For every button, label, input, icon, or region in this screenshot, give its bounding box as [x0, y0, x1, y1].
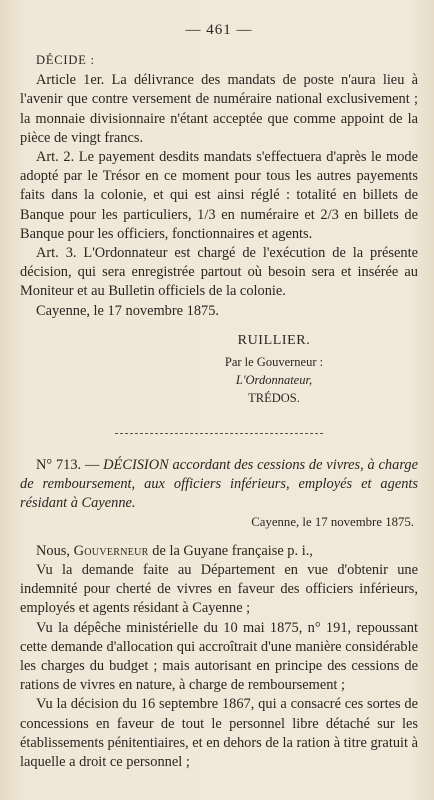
signature-title: L'Ordonnateur,: [235, 372, 313, 387]
article-2: Art. 2. Le payement desdits mandats s'effectuera d'après le mode adopté par le Trésor en ce moment pour tous les autres payements faits dans la colonie, et qui est ainsi réglé : totalité en billets de Banque pour les particuliers, 1/3 en numéraire et 2/3 en billets de Banque pour les officiers, fonctionnaires et agents.: [20, 149, 418, 242]
considerant-1: Vu la demande faite au Département en vue d'obtenir une indemnité pour cherté de vivres en faveur des officiers inférieurs, employés et agents résidant à Cayenne ;: [20, 562, 418, 617]
signature-for-governor: Par le Gouverneur :: [224, 354, 324, 369]
nous-line: [20, 542, 418, 561]
decision-summary: accordant des cessions de vivres, à charge de remboursement, aux officiers inférieurs, employés et agents résidant à Cayenne.: [20, 456, 418, 511]
considerant-2: Vu la dépêche ministérielle du 10 mai 1875, n° 191, repoussant cette demande d'allocation qui accroîtrait d'une manière considérable les charges du budget ; mais autorisant en principe des cessions de rations de vivres en nature, à charge de remboursement ;: [20, 619, 418, 694]
decision-place-date: Cayenne, le 17 novembre 1875.: [251, 514, 414, 529]
nous-title: Gouverneur: [73, 542, 149, 559]
considerant-3: Vu la décision du 16 septembre 1867, qui a consacré ces sortes de concessions en faveur de tout le personnel libre détaché sur les établissements pénitentiaires, et en dehors de la ration à titre gratuit à laquelle a droit ce personnel ;: [20, 696, 418, 771]
signature-name: RUILLIER.: [237, 332, 311, 348]
signature-countersign: TRÉDOS.: [248, 390, 300, 405]
date-line: Cayenne, le 17 novembre 1875.: [36, 302, 220, 319]
decision-heading: [20, 456, 418, 513]
decide-heading: DÉCIDE :: [36, 53, 95, 67]
section-separator: [115, 433, 323, 434]
article-1: Article 1er. La délivrance des mandats de poste n'aura lieu à l'avenir que contre versement de numéraire national exclusivement ; la monnaie divisionnaire n'étant acceptée que comme appoint de la pièce de vingt francs.: [20, 72, 418, 146]
nous-word: Nous,: [36, 542, 70, 559]
decision-number: N° 713. —: [36, 456, 100, 473]
decision-keyword: DÉCISION: [103, 456, 169, 473]
article-3: Art. 3. L'Ordonnateur est chargé de l'exécution de la présente décision, qui sera enregistrée partout où besoin sera et insérée au Moniteur et au Bulletin officiels de la colonie.: [20, 245, 418, 300]
page-number: — 461 —: [185, 22, 253, 38]
nous-rest: de la Guyane française p. i.,: [152, 542, 313, 559]
